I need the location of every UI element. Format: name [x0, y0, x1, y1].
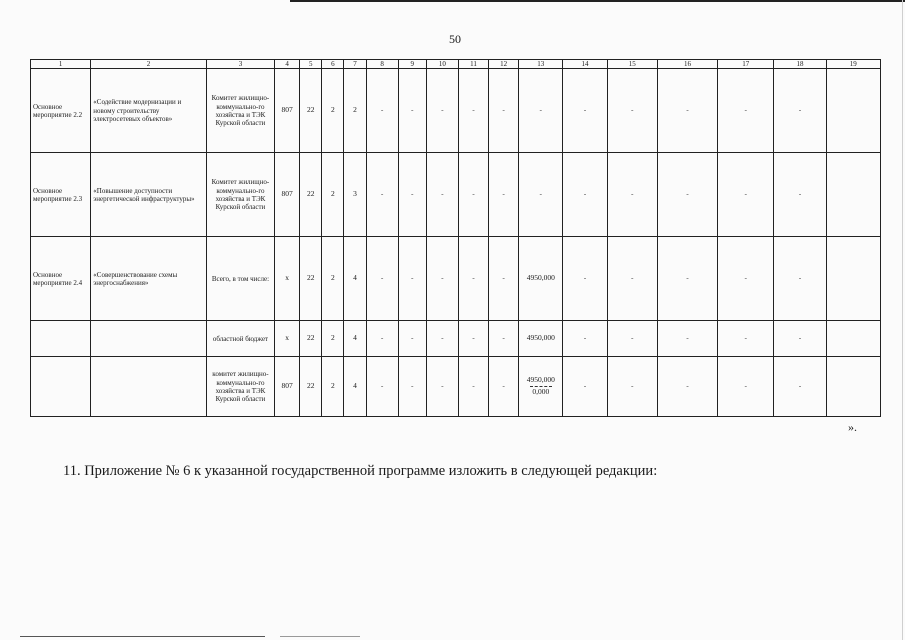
value-cell: -	[426, 357, 458, 417]
value-cell: -	[366, 69, 398, 153]
executor-cell: Комитет жилищно-коммунально-го хозяйства и ТЭК Курской области	[206, 153, 274, 237]
value-cell: -	[366, 153, 398, 237]
code-cell: 22	[300, 69, 322, 153]
value-cell: -	[563, 153, 607, 237]
value-cell	[826, 321, 880, 357]
code-cell: 22	[300, 321, 322, 357]
page-edge	[902, 0, 903, 640]
code-cell: 2	[322, 153, 344, 237]
col-header: 11	[458, 60, 488, 69]
top-border-line	[290, 0, 905, 2]
closing-quote: ».	[848, 420, 857, 434]
col-header: 1	[31, 60, 91, 69]
value-cell: -	[458, 237, 488, 321]
value-cell	[826, 153, 880, 237]
code-cell: 2	[344, 69, 366, 153]
executor-cell: Всего, в том числе:	[206, 237, 274, 321]
value-cell: -	[607, 321, 657, 357]
table-row	[31, 237, 881, 321]
value-cell: -	[489, 237, 519, 321]
value-cell: -	[398, 357, 426, 417]
col-header: 2	[91, 60, 207, 69]
value-cell: -	[718, 237, 774, 321]
code-cell: 22	[300, 153, 322, 237]
value-cell: -	[607, 357, 657, 417]
value-cell: -	[519, 69, 563, 153]
grbs-cell: х	[275, 237, 300, 321]
col-header: 7	[344, 60, 366, 69]
col-header: 9	[398, 60, 426, 69]
executor-cell: Комитет жилищно-коммунально-го хозяйства и ТЭК Курской области	[206, 69, 274, 153]
table-row	[31, 321, 881, 357]
measure-cell: Основное мероприятие 2.4	[31, 237, 91, 321]
value-cell: -	[774, 321, 826, 357]
grbs-cell: 807	[275, 357, 300, 417]
value-cell: -	[607, 69, 657, 153]
value-cell	[826, 357, 880, 417]
code-cell: 4	[344, 321, 366, 357]
value-cell: -	[657, 69, 717, 153]
grbs-cell: 807	[275, 153, 300, 237]
value-cell: -	[718, 321, 774, 357]
col-header: 17	[718, 60, 774, 69]
measure-title-cell: «Повышение доступности энергетической инфраструктуры»	[91, 153, 207, 237]
value-cell: -	[519, 153, 563, 237]
value-cell: -	[657, 357, 717, 417]
measure-title-cell: «Совершенствование схемы энергоснабжения»	[91, 237, 207, 321]
value-cell: -	[366, 237, 398, 321]
measure-cell: Основное мероприятие 2.2	[31, 69, 91, 153]
col-header: 18	[774, 60, 826, 69]
value-cell	[826, 69, 880, 153]
executor-cell: комитет жилищно-коммунально-го хозяйства и ТЭК Курской области	[206, 357, 274, 417]
measure-cell	[31, 321, 91, 357]
value-cell: -	[718, 69, 774, 153]
value-cell: -	[489, 69, 519, 153]
value-cell: -	[563, 357, 607, 417]
value-cell: -	[426, 69, 458, 153]
col-header: 15	[607, 60, 657, 69]
table-row	[31, 69, 881, 153]
value-cell: -	[366, 357, 398, 417]
col-header: 10	[426, 60, 458, 69]
value-cell: -	[489, 357, 519, 417]
value-cell: -	[398, 153, 426, 237]
measure-cell	[31, 357, 91, 417]
col-header: 5	[300, 60, 322, 69]
bottom-line-faint	[280, 636, 360, 637]
col-header: 13	[519, 60, 563, 69]
value-cell: -	[458, 69, 488, 153]
value-cell: -	[718, 153, 774, 237]
code-cell: 4	[344, 237, 366, 321]
code-cell: 2	[322, 69, 344, 153]
code-cell: 2	[322, 357, 344, 417]
value-cell: -	[458, 357, 488, 417]
value-cell: -	[563, 321, 607, 357]
value-cell: -	[489, 153, 519, 237]
code-cell: 2	[322, 237, 344, 321]
value-cell: -	[657, 321, 717, 357]
table-row	[31, 357, 881, 417]
amount-cell: 4950,000	[519, 237, 563, 321]
value-cell: -	[657, 237, 717, 321]
value-cell: -	[426, 321, 458, 357]
value-cell: -	[563, 69, 607, 153]
value-cell	[826, 237, 880, 321]
measure-title-cell: «Содействие модернизации и новому строительству электросетевых объектов»	[91, 69, 207, 153]
code-cell: 22	[300, 357, 322, 417]
measure-title-cell	[91, 321, 207, 357]
measure-cell: Основное мероприятие 2.3	[31, 153, 91, 237]
value-cell: -	[774, 237, 826, 321]
value-cell: -	[718, 357, 774, 417]
value-cell: -	[563, 237, 607, 321]
bottom-line	[20, 636, 265, 637]
amount-fraction-cell	[519, 357, 563, 417]
col-header: 14	[563, 60, 607, 69]
code-cell: 3	[344, 153, 366, 237]
amount-top: 4950,000	[526, 375, 555, 385]
col-header: 8	[366, 60, 398, 69]
value-cell: -	[398, 321, 426, 357]
code-cell: 4	[344, 357, 366, 417]
value-cell: -	[398, 69, 426, 153]
value-cell: -	[657, 153, 717, 237]
grbs-cell: х	[275, 321, 300, 357]
value-cell: -	[426, 237, 458, 321]
code-cell: 22	[300, 237, 322, 321]
value-cell: -	[607, 153, 657, 237]
col-header: 16	[657, 60, 717, 69]
value-cell: -	[426, 153, 458, 237]
value-cell: -	[458, 321, 488, 357]
measure-title-cell	[91, 357, 207, 417]
value-cell: -	[458, 153, 488, 237]
body-paragraph: 11. Приложение № 6 к указанной государственной программе изложить в следующей редакции:	[63, 463, 658, 479]
col-header: 3	[206, 60, 274, 69]
code-cell: 2	[322, 321, 344, 357]
col-header: 6	[322, 60, 344, 69]
col-header: 19	[826, 60, 880, 69]
grbs-cell: 807	[275, 69, 300, 153]
column-number-row	[31, 60, 881, 69]
page-number: 50	[449, 32, 461, 46]
col-header: 12	[489, 60, 519, 69]
amount-cell: 4950,000	[519, 321, 563, 357]
value-cell: -	[607, 237, 657, 321]
value-cell: -	[398, 237, 426, 321]
executor-cell: областной бюджет	[206, 321, 274, 357]
value-cell: -	[489, 321, 519, 357]
amount-fraction	[527, 376, 555, 396]
program-table	[30, 59, 881, 417]
value-cell: -	[774, 69, 826, 153]
value-cell: -	[366, 321, 398, 357]
amount-bottom: 0,000	[532, 387, 550, 397]
value-cell: -	[774, 357, 826, 417]
col-header: 4	[275, 60, 300, 69]
table-row	[31, 153, 881, 237]
value-cell: -	[774, 153, 826, 237]
